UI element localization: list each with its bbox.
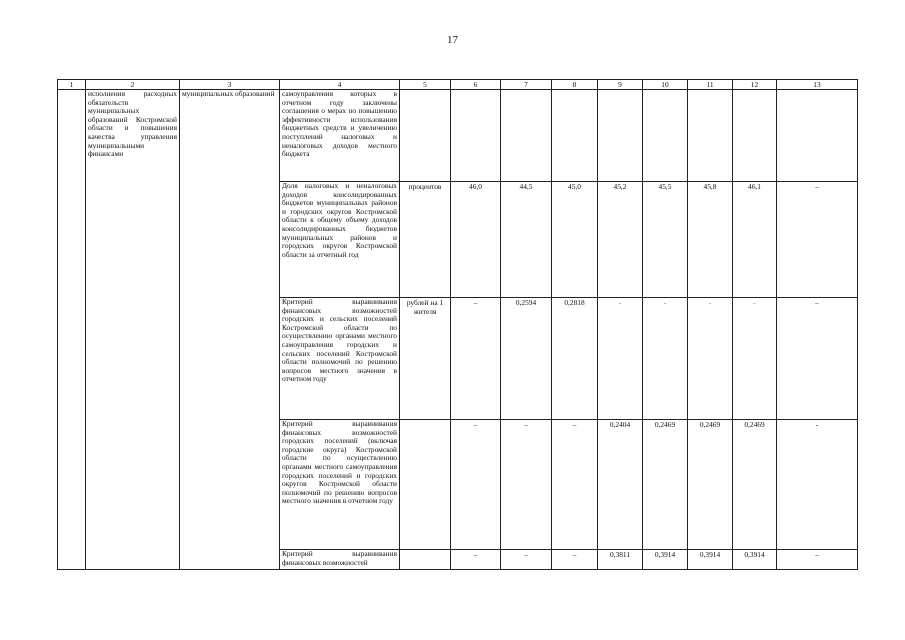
value-cell: -	[733, 298, 777, 420]
col-header-3: 3	[180, 80, 280, 90]
value-cell	[777, 90, 858, 182]
col-header-8: 8	[552, 80, 598, 90]
page-number: 17	[447, 34, 458, 46]
column-number-row	[58, 80, 858, 90]
col-header-2: 2	[86, 80, 180, 90]
col-header-7: 7	[501, 80, 552, 90]
value-cell: –	[451, 420, 501, 550]
value-cell: 0,2818	[552, 298, 598, 420]
value-cell: 0,2469	[733, 420, 777, 550]
value-cell: 45,2	[598, 182, 643, 298]
col-header-1: 1	[58, 80, 86, 90]
value-cell	[733, 90, 777, 182]
value-cell: –	[501, 550, 552, 570]
value-cell: -	[688, 298, 733, 420]
table-row	[58, 90, 858, 182]
value-cell	[688, 90, 733, 182]
col-header-10: 10	[643, 80, 688, 90]
value-cell: –	[451, 298, 501, 420]
col-header-11: 11	[688, 80, 733, 90]
value-cell: 0,3914	[733, 550, 777, 570]
indicator-cell: Критерий выравнивания финансовых возможностей	[280, 550, 400, 570]
value-cell	[643, 90, 688, 182]
value-cell: 44,5	[501, 182, 552, 298]
value-cell: 0,3914	[643, 550, 688, 570]
col-header-12: 12	[733, 80, 777, 90]
unit-cell: процентов	[400, 182, 451, 298]
value-cell: –	[777, 298, 858, 420]
value-cell: 0,3811	[598, 550, 643, 570]
value-cell: 45,8	[688, 182, 733, 298]
col-header-5: 5	[400, 80, 451, 90]
value-cell	[501, 90, 552, 182]
unit-cell	[400, 420, 451, 550]
value-cell: –	[552, 420, 598, 550]
indicator-cell: Критерий выравнивания финансовых возможностей городских поселений (включая городские округа) Костромской области по осуществлению органами местного самоуправления городских поселений и городских округов Костромской области полномочий по решению вопросов местного значения в отчетном году	[280, 420, 400, 550]
value-cell: 46,1	[733, 182, 777, 298]
indicators-table	[57, 79, 858, 570]
value-cell: 45,0	[552, 182, 598, 298]
indicator-cell: Доля налоговых и неналоговых доходов консолидированных бюджетов муниципальных районов и городских округов Костромской области к общему объему доходов консолидированных бюджетов муниципальных районов и городских округов Костромской области за отчетный год	[280, 182, 400, 298]
value-cell	[451, 90, 501, 182]
value-cell: -	[777, 420, 858, 550]
value-cell: –	[777, 550, 858, 570]
value-cell: –	[451, 550, 501, 570]
unit-cell	[400, 550, 451, 570]
value-cell: 0,2594	[501, 298, 552, 420]
value-cell: -	[598, 298, 643, 420]
value-cell: 46,0	[451, 182, 501, 298]
col-header-9: 9	[598, 80, 643, 90]
value-cell: 0,2404	[598, 420, 643, 550]
value-cell: –	[501, 420, 552, 550]
unit-cell: рублей на 1 жителя	[400, 298, 451, 420]
col1-cell	[58, 90, 86, 570]
value-cell	[598, 90, 643, 182]
unit-cell	[400, 90, 451, 182]
col-header-6: 6	[451, 80, 501, 90]
col-header-13: 13	[777, 80, 858, 90]
value-cell: 0,2469	[688, 420, 733, 550]
value-cell: 45,5	[643, 182, 688, 298]
value-cell: –	[777, 182, 858, 298]
value-cell: -	[643, 298, 688, 420]
subject-cell: муниципальных образований	[180, 90, 280, 570]
value-cell	[552, 90, 598, 182]
value-cell: 0,3914	[688, 550, 733, 570]
value-cell: 0,2469	[643, 420, 688, 550]
indicator-cell: самоуправления которых в отчетном году заключены соглашения о мерах по повышению эффективности использования бюджетных средств и увеличению поступлений налоговых и неналоговых доходов местного бюджета	[280, 90, 400, 182]
value-cell: –	[552, 550, 598, 570]
col-header-4: 4	[280, 80, 400, 90]
indicator-cell: Критерий выравнивания финансовых возможностей городских и сельских поселений Костромской области по осуществлению органами местного самоуправления городских и сельских поселений Костромской области полномочий по решению вопросов местного значения в отчетном году	[280, 298, 400, 420]
task-name-cell: исполнения расходных обязательств муниципальных образований Костромской области и повышения качества управления муниципальными финансами	[86, 90, 180, 570]
